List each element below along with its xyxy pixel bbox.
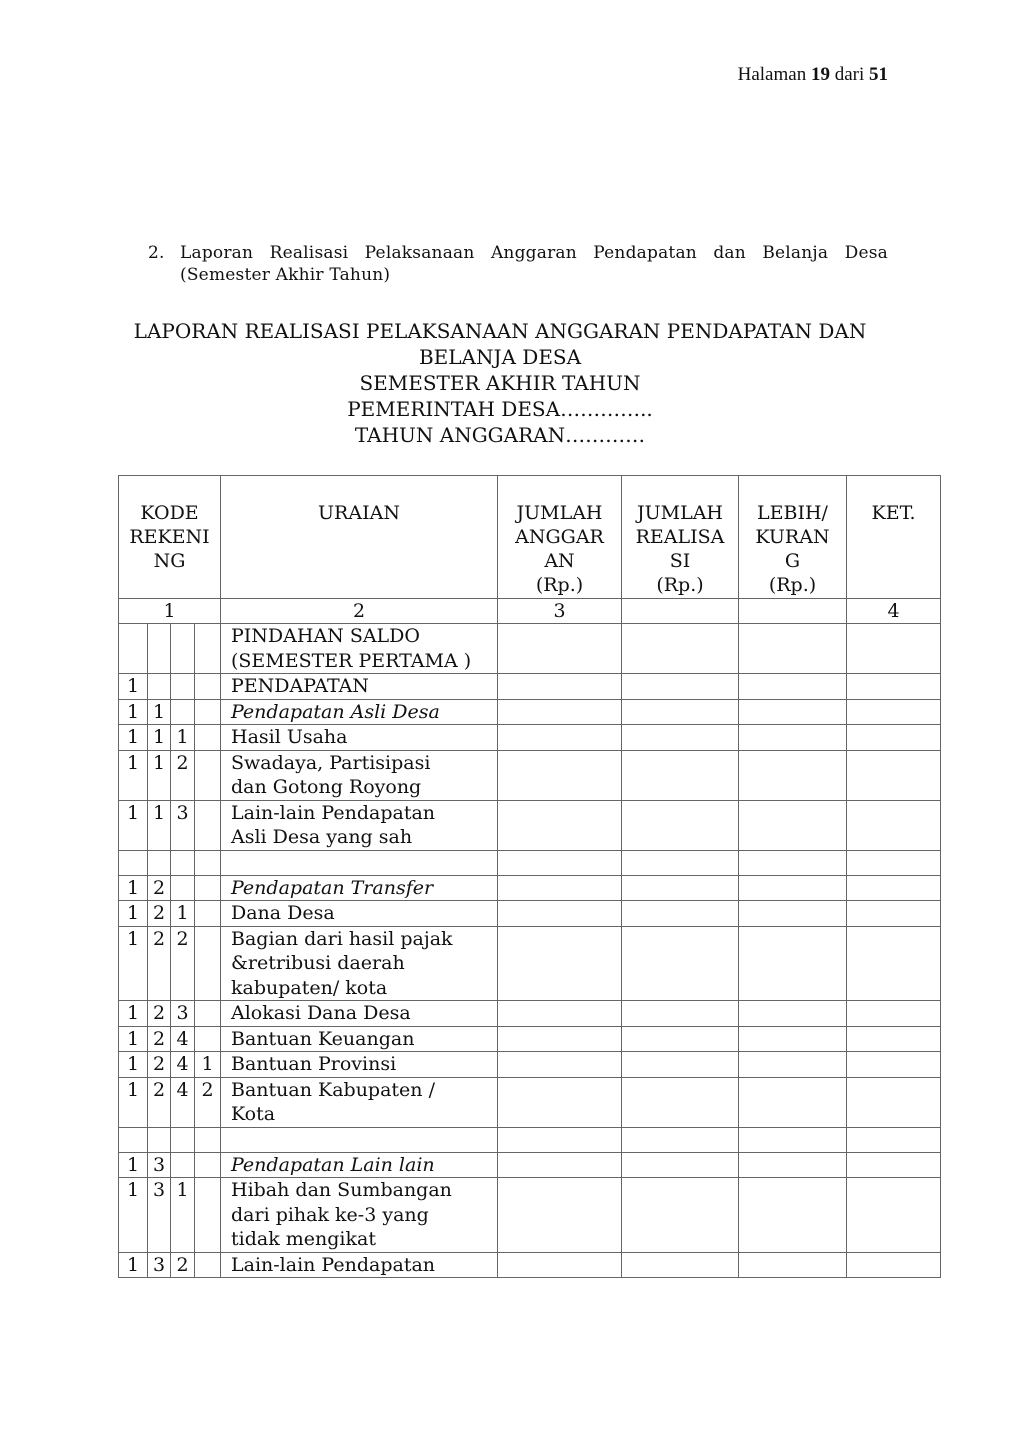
realisasi-cell [622, 725, 739, 751]
realisasi-cell [622, 624, 739, 674]
kode-rekening-k1 [119, 850, 148, 875]
keterangan-cell [847, 725, 941, 751]
uraian-cell [221, 1001, 498, 1027]
title-line-1: LAPORAN REALISASI PELAKSANAAN ANGGARAN PENDAPATAN DAN [133, 319, 867, 343]
kode-rekening-k4 [195, 1001, 221, 1027]
title-line-3: SEMESTER AKHIR TAHUN [359, 371, 641, 395]
title-line-2: BELANJA DESA [418, 345, 582, 369]
header-realisasi-line: JUMLAH [637, 502, 723, 524]
kode-rekening-k3 [171, 875, 195, 901]
header-kode-line: NG [153, 550, 186, 572]
uraian-line: Hasil Usaha [231, 726, 348, 748]
kode-rekening-k4 [195, 901, 221, 927]
table-row [119, 674, 941, 700]
kode-rekening-k4 [195, 725, 221, 751]
uraian-line: Asli Desa yang sah [231, 826, 413, 848]
realisasi-cell [622, 1001, 739, 1027]
kode-rekening-k2: 2 [148, 901, 171, 927]
lebih-kurang-cell [739, 901, 847, 927]
kode-rekening-k4 [195, 699, 221, 725]
realisasi-cell [622, 750, 739, 800]
kode-rekening-k4 [195, 1252, 221, 1278]
lebih-kurang-cell [739, 875, 847, 901]
anggaran-cell [498, 624, 622, 674]
keterangan-cell [847, 926, 941, 1001]
kode-rekening-k2: 2 [148, 875, 171, 901]
uraian-line: dan Gotong Royong [231, 776, 422, 798]
realisasi-cell [622, 926, 739, 1001]
uraian-cell [221, 674, 498, 700]
kode-rekening-k2: 2 [148, 1026, 171, 1052]
title-line-5: TAHUN ANGGARAN………… [354, 423, 646, 447]
uraian-line: PENDAPATAN [231, 675, 369, 697]
keterangan-cell [847, 1127, 941, 1152]
uraian-line: Lain-lain Pendapatan [231, 1253, 436, 1276]
kode-rekening-k2: 2 [148, 926, 171, 1001]
table-row [119, 800, 941, 850]
realisasi-cell [622, 1178, 739, 1253]
keterangan-cell [847, 1178, 941, 1253]
kode-rekening-k3 [171, 699, 195, 725]
column-number-row [119, 599, 941, 624]
header-jumlah-realisasi [622, 476, 739, 599]
uraian-line: dari pihak ke-3 yang [231, 1203, 429, 1226]
anggaran-cell [498, 1026, 622, 1052]
lebih-kurang-cell [739, 674, 847, 700]
page-current: 19 [810, 64, 830, 85]
lebih-kurang-cell [739, 1152, 847, 1178]
table-row [119, 1026, 941, 1052]
kode-rekening-k1: 1 [119, 750, 148, 800]
section-number: 2. [148, 243, 165, 263]
uraian-line: Bantuan Kabupaten / [231, 1078, 435, 1101]
keterangan-cell [847, 674, 941, 700]
uraian-line: tidak mengikat [231, 1228, 376, 1250]
kode-rekening-k3: 4 [171, 1077, 195, 1127]
realisasi-cell [622, 875, 739, 901]
kode-rekening-k2: 2 [148, 1077, 171, 1127]
anggaran-cell [498, 1077, 622, 1127]
keterangan-cell [847, 624, 941, 674]
kode-rekening-k4 [195, 1026, 221, 1052]
header-uraian [221, 476, 498, 599]
uraian-line: Pendapatan Transfer [231, 876, 434, 899]
header-jumlah-anggaran [498, 476, 622, 599]
lebih-kurang-cell [739, 1026, 847, 1052]
realisasi-cell [622, 901, 739, 927]
keterangan-cell [847, 901, 941, 927]
uraian-cell [221, 699, 498, 725]
realisasi-cell [622, 1052, 739, 1078]
kode-rekening-k1: 1 [119, 725, 148, 751]
uraian-cell [221, 1252, 498, 1278]
kode-rekening-k1: 1 [119, 1052, 148, 1078]
uraian-cell [221, 901, 498, 927]
realisasi-cell [622, 699, 739, 725]
keterangan-cell [847, 850, 941, 875]
anggaran-cell [498, 1252, 622, 1278]
kode-rekening-k4 [195, 750, 221, 800]
kode-rekening-k1: 1 [119, 1152, 148, 1178]
lebih-kurang-cell [739, 850, 847, 875]
anggaran-cell [498, 1152, 622, 1178]
header-lebih-line: KURAN [755, 526, 830, 548]
realisasi-cell [622, 850, 739, 875]
budget-realization-table [118, 475, 941, 1278]
kode-rekening-k4 [195, 800, 221, 850]
table-row [119, 901, 941, 927]
kode-rekening-k2: 3 [148, 1152, 171, 1178]
keterangan-cell [847, 1152, 941, 1178]
page-number [738, 64, 888, 86]
table-row [119, 1127, 941, 1152]
kode-rekening-k3: 2 [171, 1252, 195, 1278]
kode-rekening-k3 [171, 1127, 195, 1152]
kode-rekening-k2: 1 [148, 725, 171, 751]
lebih-kurang-cell [739, 1052, 847, 1078]
uraian-cell [221, 875, 498, 901]
kode-rekening-k3: 2 [171, 926, 195, 1001]
uraian-cell [221, 1026, 498, 1052]
realisasi-cell [622, 1127, 739, 1152]
header-anggaran-line: AN [544, 550, 575, 572]
table-row [119, 1178, 941, 1253]
uraian-cell [221, 624, 498, 674]
lebih-kurang-cell [739, 624, 847, 674]
keterangan-cell [847, 1026, 941, 1052]
header-realisasi-line: SI [669, 550, 691, 572]
header-lebih-line: LEBIH/ [757, 502, 828, 524]
realisasi-cell [622, 1252, 739, 1278]
uraian-line: Dana Desa [231, 902, 335, 924]
anggaran-cell [498, 1127, 622, 1152]
lebih-kurang-cell [739, 1252, 847, 1278]
kode-rekening-k4 [195, 875, 221, 901]
uraian-line: kabupaten/ kota [231, 976, 388, 999]
table-row [119, 1001, 941, 1027]
header-anggaran-line: ANGGAR [515, 526, 604, 548]
keterangan-cell [847, 1001, 941, 1027]
header-anggaran-line: JUMLAH [516, 502, 603, 524]
kode-rekening-k3: 4 [171, 1052, 195, 1078]
kode-rekening-k4: 2 [195, 1077, 221, 1127]
kode-rekening-k3: 1 [171, 901, 195, 927]
table-row [119, 1052, 941, 1078]
anggaran-cell [498, 1052, 622, 1078]
table-row [119, 624, 941, 674]
kode-rekening-k3: 4 [171, 1026, 195, 1052]
lebih-kurang-cell [739, 1077, 847, 1127]
anggaran-cell [498, 674, 622, 700]
keterangan-cell [847, 1077, 941, 1127]
anggaran-cell [498, 1178, 622, 1253]
table-row [119, 699, 941, 725]
kode-rekening-k4 [195, 674, 221, 700]
kode-rekening-k1: 1 [119, 926, 148, 1001]
header-realisasi-line: REALISA [635, 526, 725, 548]
kode-rekening-k3 [171, 1152, 195, 1178]
uraian-line: Pendapatan Lain lain [231, 1153, 435, 1176]
uraian-cell [221, 1127, 498, 1152]
kode-rekening-k1: 1 [119, 800, 148, 850]
kode-rekening-k4 [195, 1152, 221, 1178]
header-lebih-kurang [739, 476, 847, 599]
report-title [100, 318, 900, 448]
page-total: 51 [869, 64, 888, 85]
kode-rekening-k1: 1 [119, 1026, 148, 1052]
anggaran-cell [498, 1001, 622, 1027]
uraian-cell [221, 926, 498, 1001]
anggaran-cell [498, 850, 622, 875]
kode-rekening-k4: 1 [195, 1052, 221, 1078]
page-prefix: Halaman [737, 64, 807, 85]
header-realisasi-line: (Rp.) [656, 574, 704, 596]
realisasi-cell [622, 1077, 739, 1127]
kode-rekening-k1: 1 [119, 699, 148, 725]
kode-rekening-k2: 3 [148, 1178, 171, 1253]
lebih-kurang-cell [739, 1127, 847, 1152]
kode-rekening-k4 [195, 624, 221, 674]
colnum-ket: 4 [847, 599, 941, 624]
realisasi-cell [622, 1152, 739, 1178]
table-row [119, 750, 941, 800]
colnum-uraian: 2 [221, 599, 498, 624]
uraian-cell [221, 1052, 498, 1078]
table-row [119, 1152, 941, 1178]
colnum-realisasi [622, 599, 739, 624]
kode-rekening-k1 [119, 1127, 148, 1152]
header-keterangan [847, 476, 941, 599]
anggaran-cell [498, 926, 622, 1001]
anggaran-cell [498, 699, 622, 725]
anggaran-cell [498, 875, 622, 901]
uraian-line: Bantuan Keuangan [231, 1027, 415, 1050]
table-body [119, 624, 941, 1278]
kode-rekening-k3 [171, 674, 195, 700]
section-heading-line2: (Semester Akhir Tahun) [180, 265, 391, 285]
keterangan-cell [847, 699, 941, 725]
table-row [119, 1077, 941, 1127]
lebih-kurang-cell [739, 1001, 847, 1027]
lebih-kurang-cell [739, 1178, 847, 1253]
kode-rekening-k1: 1 [119, 1077, 148, 1127]
kode-rekening-k1: 1 [119, 875, 148, 901]
uraian-line: Swadaya, Partisipasi [231, 751, 431, 774]
header-kode-line: REKENI [129, 526, 210, 548]
table-row [119, 1252, 941, 1278]
kode-rekening-k2: 1 [148, 750, 171, 800]
uraian-cell [221, 1178, 498, 1253]
table-row [119, 850, 941, 875]
kode-rekening-k4 [195, 926, 221, 1001]
header-uraian-line: URAIAN [318, 502, 400, 524]
kode-rekening-k3: 1 [171, 725, 195, 751]
realisasi-cell [622, 800, 739, 850]
uraian-line: Kota [231, 1103, 276, 1125]
keterangan-cell [847, 1052, 941, 1078]
anggaran-cell [498, 901, 622, 927]
header-lebih-line: G [784, 550, 801, 572]
anggaran-cell [498, 800, 622, 850]
table-row [119, 875, 941, 901]
uraian-line: Bagian dari hasil pajak [231, 927, 453, 950]
keterangan-cell [847, 1252, 941, 1278]
kode-rekening-k2: 2 [148, 1001, 171, 1027]
keterangan-cell [847, 875, 941, 901]
kode-rekening-k1: 1 [119, 1252, 148, 1278]
uraian-cell [221, 800, 498, 850]
lebih-kurang-cell [739, 926, 847, 1001]
header-row [119, 476, 941, 599]
uraian-line: Lain-lain Pendapatan [231, 801, 436, 824]
kode-rekening-k2 [148, 850, 171, 875]
kode-rekening-k3: 1 [171, 1178, 195, 1253]
uraian-cell [221, 750, 498, 800]
section-heading-line1: Laporan Realisasi Pelaksanaan Anggaran Pendapatan dan Belanja Desa [180, 243, 888, 263]
kode-rekening-k3: 3 [171, 1001, 195, 1027]
uraian-line: Pendapatan Asli Desa [231, 700, 440, 723]
kode-rekening-k4 [195, 1127, 221, 1152]
uraian-line: (SEMESTER PERTAMA ) [231, 649, 472, 672]
header-kode-line: KODE [140, 502, 199, 524]
kode-rekening-k2: 2 [148, 1052, 171, 1078]
header-ket-line: KET. [871, 502, 916, 524]
kode-rekening-k2 [148, 674, 171, 700]
lebih-kurang-cell [739, 725, 847, 751]
realisasi-cell [622, 1026, 739, 1052]
kode-rekening-k2: 3 [148, 1252, 171, 1278]
section-intro [148, 242, 888, 286]
keterangan-cell [847, 750, 941, 800]
uraian-line: Alokasi Dana Desa [231, 1002, 411, 1024]
kode-rekening-k3: 3 [171, 800, 195, 850]
uraian-line: Hibah dan Sumbangan [231, 1179, 452, 1201]
colnum-anggaran: 3 [498, 599, 622, 624]
header-lebih-line: (Rp.) [768, 574, 817, 596]
kode-rekening-k2: 1 [148, 699, 171, 725]
kode-rekening-k2: 1 [148, 800, 171, 850]
uraian-cell [221, 850, 498, 875]
lebih-kurang-cell [739, 750, 847, 800]
lebih-kurang-cell [739, 800, 847, 850]
kode-rekening-k1: 1 [119, 1178, 148, 1253]
kode-rekening-k1: 1 [119, 901, 148, 927]
colnum-kode: 1 [119, 599, 221, 624]
uraian-cell [221, 1152, 498, 1178]
anggaran-cell [498, 750, 622, 800]
header-anggaran-line: (Rp.) [535, 574, 584, 596]
kode-rekening-k4 [195, 1178, 221, 1253]
kode-rekening-k4 [195, 850, 221, 875]
kode-rekening-k2 [148, 1127, 171, 1152]
kode-rekening-k3 [171, 624, 195, 674]
kode-rekening-k3 [171, 850, 195, 875]
colnum-lebih [739, 599, 847, 624]
keterangan-cell [847, 800, 941, 850]
anggaran-cell [498, 725, 622, 751]
uraian-line: Bantuan Provinsi [231, 1053, 397, 1075]
uraian-cell [221, 725, 498, 751]
kode-rekening-k1: 1 [119, 674, 148, 700]
realisasi-cell [622, 674, 739, 700]
kode-rekening-k1 [119, 624, 148, 674]
page-of: dari [834, 64, 865, 85]
lebih-kurang-cell [739, 699, 847, 725]
header-kode-rekening [119, 476, 221, 599]
uraian-line: &retribusi daerah [231, 952, 405, 974]
uraian-line: PINDAHAN SALDO [231, 625, 420, 647]
table-row [119, 725, 941, 751]
kode-rekening-k3: 2 [171, 750, 195, 800]
kode-rekening-k2 [148, 624, 171, 674]
table-row [119, 926, 941, 1001]
kode-rekening-k1: 1 [119, 1001, 148, 1027]
title-line-4: PEMERINTAH DESA………….. [347, 397, 653, 421]
uraian-cell [221, 1077, 498, 1127]
